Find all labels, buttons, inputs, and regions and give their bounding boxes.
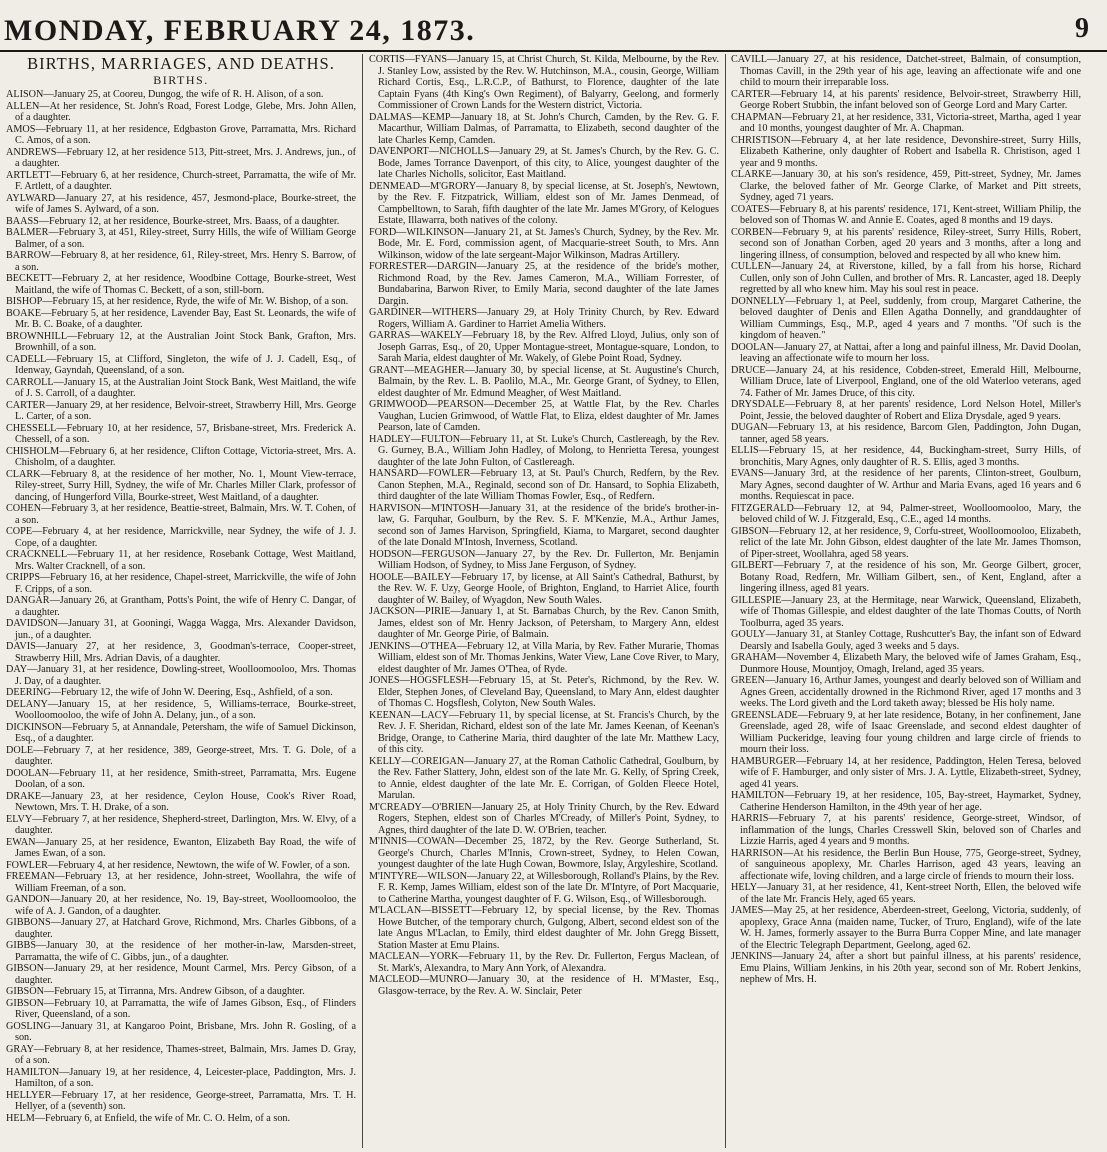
notice-entry: JENKINS—O'THEA—February 12, at Villa Maria, by Rev. Father Murarie, Thomas William, eldest son of Mr. Thomas Jenkins, Water View, Lane Cove River, to Mary, eldest daughter of Mr. James O'Thea, of Ryde. (369, 640, 719, 675)
column-marriages (369, 54, 719, 1150)
date-line: MONDAY, FEBRUARY 24, 1873. (4, 14, 476, 47)
column-rule (362, 54, 363, 1148)
notice-entry: CAVILL—January 27, at his residence, Datchet-street, Balmain, of consumption, Thomas Cavill, in the 29th year of his age, leaving an affectionate wife and one child to mourn their irreparable loss. (731, 54, 1081, 88)
page-number: 9 (1075, 13, 1089, 44)
section-heading: BIRTHS, MARRIAGES, AND DEATHS. (27, 54, 335, 73)
masthead (0, 0, 1107, 52)
notice-entry: GREENSLADE—February 9, at her late residence, Botany, in her confinement, Jane Greenslade, aged 28, wife of Isaac Greenslade, and second eldest daughter of William Puckeridge, leaving four young children and large circle of friends to mourn their loss. (731, 709, 1081, 755)
notice-entry: BALMER—February 3, at 451, Riley-street, Surry Hills, the wife of William George Balmer, of a son. (6, 227, 356, 250)
notice-entry: CORBEN—February 9, at his parents' residence, Riley-street, Surry Hills, Robert, second son of Jonathan Corben, aged 20 years and 3 months, after a long and lingering illness, of consumption, beloved and respected by all who knew him. (731, 226, 1081, 261)
notice-entry: CHAPMAN—February 21, at her residence, 331, Victoria-street, Martha, aged 1 year and 10 months, youngest daughter of Mr. A. Chapman. (731, 111, 1081, 134)
entry-list (731, 54, 1081, 986)
notice-entry: CRACKNELL—February 11, at her residence, Rosebank Cottage, West Maitland, Mrs. Walter Cracknell, of a son. (6, 549, 356, 572)
notice-entry: DONNELLY—February 1, at Peel, suddenly, from croup, Margaret Catherine, the beloved daughter of Denis and Ellen Agatha Donnelly, and granddaughter of William Cummings, Esq., M.P., aged 4 years and 7 months. "Of such is the kingdom of heaven." (731, 295, 1081, 341)
notice-entry: HELM—February 6, at Enfield, the wife of Mr. C. O. Helm, of a son. (6, 1112, 291, 1124)
notice-entry: FORRESTER—DARGIN—January 25, at the residence of the bride's mother, Richmond Road, by the Rev. James Cameron, M.A., William Forrester, of Bundabarina, Barwon River, to Emily Maria, second daughter of the late James Dargin. (369, 261, 719, 307)
notice-entry: BROWNHILL—February 12, at the Australian Joint Stock Bank, Grafton, Mrs. Brownhill, of a son. (6, 330, 356, 353)
entry-list (6, 89, 356, 1124)
notice-entry: GILBERT—February 7, at the residence of his son, Mr. George Gilbert, grocer, Botany Road, Redfern, Mr. William Gilbert, sen., of Kent, England, after a lingering illness, aged 81 years. (731, 560, 1081, 594)
notice-entry: DELANY—January 15, at her residence, 5, Williams-terrace, Bourke-street, Woolloomooloo, the wife of John A. Delany, jun., of a son. (6, 698, 356, 721)
notice-entry: EWAN—January 25, at her residence, Ewanton, Elizabeth Bay Road, the wife of James Ewan, of a son. (6, 836, 356, 859)
notice-entry: COATES—February 8, at his parents' residence, 171, Kent-street, William Philip, the beloved son of Thomas W. and Annie E. Coates, aged 8 months and 19 days. (731, 203, 1081, 226)
notice-entry: CARTER—February 14, at his parents' residence, Belvoir-street, Strawberry Hill, George Robert Stubbin, the infant beloved son of George Lord and Mary Carter. (731, 88, 1081, 111)
notice-entry: GRIMWOOD—PEARSON—December 25, at Wattle Flat, by the Rev. Charles Vaughan, Lucien Grimwood, of Wattle Flat, to Eliza, eldest daughter of Mr. James Pearson, late of Camden. (369, 399, 719, 433)
notice-entry: GARDINER—WITHERS—January 29, at Holy Trinity Church, by Rev. Edward Rogers, William A. Gardiner to Harriet Amelia Withers. (369, 307, 719, 330)
notice-entry: GIBSON—February 12, at her residence, 9, Corfu-street, Woolloomooloo, Elizabeth, relict of the late Mr. John Gibson, eldest daughter of the late Mr. James Thomson, of Piper-street, Woollahra, aged 58 years. (731, 525, 1081, 560)
notice-entry: DAVIS—January 27, at her residence, 3, Goodman's-terrace, Cooper-street, Strawberry Hill, Mrs. Adrian Davis, of a daughter. (6, 641, 356, 664)
notice-entry: FITZGERALD—February 12, at 94, Palmer-street, Woolloomooloo, Mary, the beloved child of W. J. Fitzgerald, Esq., C.E., aged 14 months. (731, 502, 1081, 525)
notice-entry: COHEN—February 3, at her residence, Beattie-street, Balmain, Mrs. W. T. Cohen, of a son. (6, 503, 356, 526)
notice-entry: DAVIDSON—January 31, at Gooningi, Wagga Wagga, Mrs. Alexander Davidson, jun., of a daughter. (6, 618, 356, 641)
notice-entry: ELVY—February 7, at her residence, Shepherd-street, Darlington, Mrs. W. Elvy, of a daughter. (6, 813, 356, 836)
notice-entry: HARRIS—February 7, at his parents' residence, George-street, Windsor, of inflammation of the lungs, Charles Cresswell Skin, beloved son of Charles and Lizzie Harris, aged 4 years and 9 months. (731, 813, 1081, 847)
notice-entry: JONES—HOGSFLESH—February 15, at St. Peter's, Richmond, by the Rev. W. Elder, Stephen Jones, of Cleveland Bay, Queensland, to Mary Ann, eldest daughter of Thomas C. Hogsflesh, Colyton, New South Wales. (369, 675, 719, 709)
notice-entry: AYLWARD—January 27, at his residence, 457, Jesmond-place, Bourke-street, the wife of James S. Aylward, of a son. (6, 192, 356, 215)
notice-entry: DEERING—February 12, the wife of John W. Deering, Esq., Ashfield, of a son. (6, 687, 333, 698)
notice-entry: HAMILTON—February 19, at her residence, 105, Bay-street, Haymarket, Sydney, Catherine Henderson Hamilton, in the 49th year of her age. (731, 790, 1081, 813)
notice-entry: CARTER—January 29, at her residence, Belvoir-street, Strawberry Hill, Mrs. George L. Carter, of a son. (6, 399, 356, 422)
entry-list (369, 54, 719, 997)
notice-entry: BARROW—February 8, at her residence, 61, Riley-street, Mrs. Henry S. Barrow, of a son. (6, 250, 356, 273)
notice-entry: MACLEAN—YORK—February 11, by the Rev. Dr. Fullerton, Fergus Maclean, of St. Mark's, Alexandra, to Mary Ann York, of Alexandra. (369, 951, 719, 974)
notice-entry: DOOLAN—January 27, at Nattai, after a long and painful illness, Mr. David Doolan, leaving an affectionate wife to mourn her loss. (731, 341, 1081, 364)
notice-entry: FORD—WILKINSON—January 21, at St. James's Church, Sydney, by the Rev. Mr. Bode, Mr. E. Ford, commission agent, of Macquarie-street South, to Mrs. Ann Wilkinson, widow of the late sergeant-Major Wilkinson, Madras Artillery. (369, 226, 719, 261)
column-births (6, 54, 356, 1150)
notice-entry: GIBBS—January 30, at the residence of her mother-in-law, Marsden-street, Parramatta, the wife of C. Gibbs, jun., of a daughter. (6, 940, 356, 963)
notice-entry: DAVENPORT—NICHOLLS—January 29, at St. James's Church, by the Rev. G. C. Bode, James Torrance Davenport, of this city, to Alice, youngest daughter of the late Charles Nicholls, solicitor, East Maitland. (369, 146, 719, 180)
notice-entry: HOOLE—BAILEY—February 17, by license, at All Saint's Cathedral, Bathurst, by the Rev. W. F. Uzy, George Hoole, of Brighton, England, to Harriet Alice, fourth daughter of W. Bailey, of Wyagdon, New South Wales. (369, 571, 719, 606)
notice-entry: DAY—January 31, at her residence, Dowling-street, Woolloomooloo, Mrs. Thomas J. Day, of a daughter. (6, 664, 356, 687)
notice-entry: GIBSON—January 29, at her residence, Mount Carmel, Mrs. Percy Gibson, of a daughter. (6, 963, 356, 986)
column-deaths (731, 54, 1081, 1150)
notice-entry: ANDREWS—February 12, at her residence 513, Pitt-street, Mrs. J. Andrews, jun., of a daughter. (6, 146, 356, 169)
notice-entry: CHRISTISON—February 4, at her late residence, Devonshire-street, Surry Hills, Elizabeth Katherine, only daughter of Robert and Isabella R. Christison, aged 1 year and 9 months. (731, 134, 1081, 169)
notice-entry: JENKINS—January 24, after a short but painful illness, at his parents' residence, Emu Plains, William Jenkins, in his 20th year, second son of Mr. Robert Jenkins, nephew of Mrs. H. (731, 951, 1081, 985)
notice-entry: CLARK—February 8, at the residence of her mother, No. 1, Mount View-terrace, Riley-street, Surry Hill, Sydney, the wife of Mr. Charles Miller Clark, professor of dancing, of Hungerford Villa, Bourke-street, West Maitland, of a daughter. (6, 468, 356, 503)
notice-entry: HANSARD—FOWLER—February 13, at St. Paul's Church, Redfern, by the Rev. Canon Stephen, M.A., Reginald, second son of Dr. Hansard, to Sophia Elizabeth, third daughter of the late William Thomas Fowler, Esq., of Redfern. (369, 468, 719, 502)
notice-entry: JAMES—May 25, at her residence, Aberdeen-street, Geelong, Victoria, suddenly, of apoplexy, Grace Anna (maiden name, Tucker, of Truro, England), wife of the late W. H. James, formerly assayer to the Burra Burra Copper Mine, and late manager of the Electric Telegraph Department, Geelong, aged 62. (731, 905, 1081, 951)
notice-entry: HARRISON—At his residence, the Berlin Bun House, 775, George-street, Sydney, of sanguineous apoplexy, Mr. Charles Harrison, aged 43 years, leaving an affectionate wife, loving children, and a large circle of friends to mourn their loss. (731, 847, 1081, 882)
notice-entry: DUGAN—February 13, at his residence, Barcom Glen, Paddington, John Dugan, tanner, aged 58 years. (731, 422, 1081, 445)
notice-entry: GOULY—January 31, at Stanley Cottage, Rushcutter's Bay, the infant son of Edward Dearsly and Isabella Gouly, aged 3 weeks and 5 days. (731, 629, 1081, 652)
notice-entry: FOWLER—February 4, at her residence, Newtown, the wife of W. Fowler, of a son. (6, 859, 350, 871)
notice-entry: DRUCE—January 24, at his residence, Cobden-street, Emerald Hill, Melbourne, William Druce, late of Liverpool, England, one of the old Waterloo veterans, aged 74. Father of Mr. James Druce, of this city. (731, 364, 1081, 399)
notice-entry: M'INTYRE—WILSON—January 22, at Willesborough, Rolland's Plains, by the Rev. F. R. Kemp, James William, eldest son of the late Dr. M'Intyre, of Port Macquarie, to Catherine Martha, youngest daughter of F. G. Wilson, Esq., of Willesborough. (369, 870, 719, 905)
notice-entry: MACLEOD—MUNRO—January 30, at the residence of H. M'Master, Esq., Glasgow-terrace, by the Rev. A. W. Sinclair, Peter (369, 974, 719, 997)
notice-entry: M'INNIS—COWAN—December 25, 1872, by the Rev. George Sutherland, St. George's Church, Charles M'Innis, Crown-street, Sydney, to Helen Cowan, youngest daughter of the late Hugh Cowan, Bowmore, Islay, Argyleshire, Scotland. (369, 836, 719, 870)
notice-entry: HAMILTON—January 19, at her residence, 4, Leicester-place, Paddington, Mrs. J. Hamilton, of a son. (6, 1066, 356, 1089)
notice-entry: CHISHOLM—February 6, at her residence, Clifton Cottage, Victoria-street, Mrs. A. Chisholm, of a daughter. (6, 445, 356, 468)
notice-entry: CHESSELL—February 10, at her residence, 57, Brisbane-street, Mrs. Frederick A. Chessell, of a son. (6, 422, 356, 445)
notice-entry: HARVISON—M'INTOSH—January 31, at the residence of the bride's brother-in-law, G. Farquhar, Goulburn, by the Rev. S. F. M'Kenzie, M.A., Arthur James, second son of James Harvison, Springfield, Kiama, to Margaret, second daughter of the late Donald M'Intosh, Inverness, Scotland. (369, 502, 719, 548)
notice-entry: HELY—January 31, at her residence, 41, Kent-street North, Ellen, the beloved wife of the late Mr. Francis Hely, aged 65 years. (731, 882, 1081, 905)
notice-entry: DOOLAN—February 11, at her residence, Smith-street, Parramatta, Mrs. Eugene Doolan, of a son. (6, 767, 356, 790)
notice-entry: ELLIS—February 15, at her residence, 44, Buckingham-street, Surry Hills, of bronchitis, Mary Agnes, only daughter of R. S. Ellis, aged 3 months. (731, 445, 1081, 468)
births-heading: BIRTHS. (153, 73, 209, 87)
notice-entry: GANDON—January 20, at her residence, No. 19, Bay-street, Woolloomooloo, the wife of A. J. Gandon, of a daughter. (6, 894, 356, 917)
notice-entry: EVANS—January 3rd, at the residence of her parents, Clinton-street, Goulburn, Mary Agnes, second daughter of W. Arthur and Maria Evans, aged 16 years and 6 months. Requiescat in pace. (731, 468, 1081, 502)
notice-entry: GRAHAM—November 4, Elizabeth Mary, the beloved wife of James Graham, Esq., Dunmore House, Mountjoy, Omagh, Ireland, aged 35 years. (731, 652, 1081, 675)
notice-entry: ALISON—January 25, at Cooreu, Dungog, the wife of R. H. Alison, of a son. (6, 89, 324, 100)
notice-entry: GREEN—January 16, Arthur James, youngest and dearly beloved son of William and Agnes Green, accidentally drowned in the Richmond River, aged 17 months and 3 weeks. The Lord giveth and the Lord taketh away; blessed be His holy name. (731, 675, 1081, 709)
notice-entry: JACKSON—PIRIE—January 1, at St. Barnabas Church, by the Rev. Canon Smith, James, eldest son of Mr. Henry Jackson, of Petersham, to Margery Ann, eldest daughter of Mr. George Pirie, of Balmain. (369, 606, 719, 640)
notice-entry: DOLE—February 7, at her residence, 389, George-street, Mrs. T. G. Dole, of a daughter. (6, 744, 356, 767)
notice-entry: KEENAN—LACY—February 11, by special license, at St. Francis's Church, by the Rev. J. F. Sheridan, Richard, eldest son of the late Mr. James Keenan, of Keenan's Bridge, Orange, to Catherine Maria, third daughter of the late Mr. Matthew Lacy, of this city. (369, 709, 719, 755)
notice-entry: GRAY—February 8, at her residence, Thames-street, Balmain, Mrs. James D. Gray, of a son. (6, 1043, 356, 1066)
notice-entry: HELLYER—February 17, at her residence, George-street, Parramatta, Mrs. T. H. Hellyer, of a (seventh) son. (6, 1089, 356, 1112)
notice-entry: BISHOP—February 15, at her residence, Ryde, the wife of Mr. W. Bishop, of a son. (6, 296, 349, 307)
notice-entry: HAMBURGER—February 14, at her residence, Paddington, Helen Teresa, beloved wife of F. Hamburger, and only sister of Mrs. J. A. Lyttle, Elizabeth-street, Sydney, aged 41 years. (731, 755, 1081, 790)
notice-entry: HODSON—FERGUSON—January 27, by the Rev. Dr. Fullerton, Mr. Benjamin William Hodson, of Sydney, to Miss Jane Ferguson, of Sydney. (369, 548, 719, 571)
notice-entry: GIBSON—February 15, at Tirranna, Mrs. Andrew Gibson, of a daughter. (6, 986, 305, 997)
notice-entry: CRIPPS—February 16, at her residence, Chapel-street, Marrickville, the wife of John F. Cripps, of a son. (6, 572, 356, 595)
notice-entry: DENMEAD—M'GRORY—January 8, by special license, at St. Joseph's, Newtown, by the Rev. F. Fitzpatrick, William, eldest son of Mr. James Denmead, of Campbelltown, to Sarah, fifth daughter of the late Mr. James M'Grory, of Kelogues Estate, Illawarra, both natives of the colony. (369, 180, 719, 226)
notice-entry: BOAKE—February 5, at her residence, Lavender Bay, East St. Leonards, the wife of Mr. B. C. Boake, of a daughter. (6, 307, 356, 330)
notice-entry: GIBSON—February 10, at Parramatta, the wife of James Gibson, Esq., of Flinders River, Queensland, of a son. (6, 997, 356, 1020)
column-rule (725, 54, 726, 1148)
notice-entry: DANGAR—January 26, at Grantham, Potts's Point, the wife of Henry C. Dangar, of a daughter. (6, 595, 356, 618)
notice-entry: GOSLING—January 31, at Kangaroo Point, Brisbane, Mrs. John R. Gosling, of a son. (6, 1020, 356, 1043)
notice-entry: COPE—February 4, at her residence, Marrickville, near Sydney, the wife of J. J. Cope, of a daughter. (6, 526, 356, 549)
notice-entry: FREEMAN—February 13, at her residence, John-street, Woollahra, the wife of William Freeman, of a son. (6, 871, 356, 894)
notice-entry: M'CREADY—O'BRIEN—January 25, at Holy Trinity Church, by the Rev. Edward Rogers, Stephen, eldest son of Charles M'Cready, of Miller's Point, Sydney, to Agnes, third daughter of the late D. W. O'Brien, teacher. (369, 801, 719, 836)
notice-entry: M'LACLAN—BISSETT—February 12, by special license, by the Rev. Thomas Howe Butcher, of the temporary church, Gulgong, Albert, second eldest son of the late Angus M'Laclan, to Emily, third eldest daughter of Mr. John Gregg Bissett, Station Master at Emu Plains. (369, 905, 719, 951)
notice-entry: HADLEY—FULTON—February 11, at St. Luke's Church, Castlereagh, by the Rev. G. Gurney, B.A., William John Hadley, of Molong, to Henrietta Teresa, youngest daughter of the late John Fulton, of Castlereagh. (369, 433, 719, 468)
notice-entry: CADELL—February 15, at Clifford, Singleton, the wife of J. J. Cadell, Esq., of Idenway, Gayndah, Queensland, of a son. (6, 353, 356, 376)
notice-entry: CLARKE—January 30, at his son's residence, 459, Pitt-street, Sydney, Mr. James Clarke, the beloved father of Mr. George Clarke, of Market and Pitt streets, Sydney, aged 71 years. (731, 169, 1081, 203)
notice-entry: CORTIS—FYANS—January 15, at Christ Church, St. Kilda, Melbourne, by the Rev. J. Stanley Low, assisted by the Rev. W. Hutchinson, M.A., cousin, George, William Richard Cortis, Esq., L.R.C.P., of Bathurst, to Florence, daughter of the late Captain Fyans (4th King's Own Regiment), of Balyarry, Geelong, and formerly Commissioner of Crown Lands for the Western district, Victoria. (369, 54, 719, 111)
notice-entry: ARTLETT—February 6, at her residence, Church-street, Parramatta, the wife of Mr. F. Artlett, of a daughter. (6, 169, 356, 192)
notice-entry: KELLY—COREIGAN—January 27, at the Roman Catholic Cathedral, Goulburn, by the Rev. Father Slattery, John, eldest son of the late Mr. G. Kelly, of Spring Creek, to Annie, eldest daughter of the late Mr. E. Corrigan, of Golden Fleece Hotel, Marulan. (369, 755, 719, 801)
notice-entry: GIBBONS—January 27, at Hatchard Grove, Richmond, Mrs. Charles Gibbons, of a daughter. (6, 917, 356, 940)
notice-entry: DALMAS—KEMP—January 18, at St. John's Church, Camden, by the Rev. G. F. Macarthur, William Dalmas, of Parramatta, to Elizabeth, second daughter of the late Charles Kemp, Camden. (369, 111, 719, 146)
notice-entry: GARRAS—WAKELY—February 18, by the Rev. Alfred Lloyd, Julius, only son of Joseph Garras, Esq., of 20, Upper Montague-street, Montague-square, London, to Sarah Maria, eldest daughter of Mr. Wakely, of Glebe Point Road, Sydney. (369, 330, 719, 364)
notice-entry: GILLESPIE—January 23, at the Hermitage, near Warwick, Queensland, Elizabeth, wife of Thomas Gillespie, and eldest daughter of the late Thomas Coutts, of North Toolburra, aged 35 years. (731, 594, 1081, 629)
notice-entry: DRAKE—January 23, at her residence, Ceylon House, Cook's River Road, Newtown, Mrs. T. H. Drake, of a son. (6, 790, 356, 813)
notice-entry: CARROLL—January 15, at the Australian Joint Stock Bank, West Maitland, the wife of J. S. Carroll, of a daughter. (6, 376, 356, 399)
notice-entry: BAASS—February 12, at her residence, Bourke-street, Mrs. Baass, of a daughter. (6, 215, 340, 227)
notice-entry: DRYSDALE—February 8, at her parents' residence, Lord Nelson Hotel, Miller's Point, Jessie, the beloved daughter of Robert and Eliza Drysdale, aged 9 years. (731, 399, 1081, 422)
notice-entry: GRANT—MEAGHER—January 30, by special license, at St. Augustine's Church, Balmain, by the Rev. L. B. Paolilo, M.A., Mr. George Grant, of Sydney, to Ellen, eldest daughter of Mr. Edmund Meagher, of West Maitland. (369, 364, 719, 399)
notice-entry: DICKINSON—February 5, at Annandale, Petersham, the wife of Samuel Dickinson, Esq., of a daughter. (6, 721, 356, 744)
notice-entry: CULLEN—January 24, at Riverstone, killed, by a fall from his horse, Richard Cullen, only son of John Cullen, and brother of Mrs. R. Lancaster, aged 18. Deeply regretted by all who knew him. May his soul rest in peace. (731, 261, 1081, 295)
notice-entry: AMOS—February 11, at her residence, Edgbaston Grove, Parramatta, Mrs. Richard C. Amos, of a son. (6, 123, 356, 146)
notice-entry: BECKETT—February 2, at her residence, Woodbine Cottage, Bourke-street, West Maitland, the wife of Thomas C. Beckett, of a son, still-born. (6, 273, 356, 296)
notice-entry: ALLEN—At her residence, St. John's Road, Forest Lodge, Glebe, Mrs. John Allen, of a daughter. (6, 100, 356, 123)
